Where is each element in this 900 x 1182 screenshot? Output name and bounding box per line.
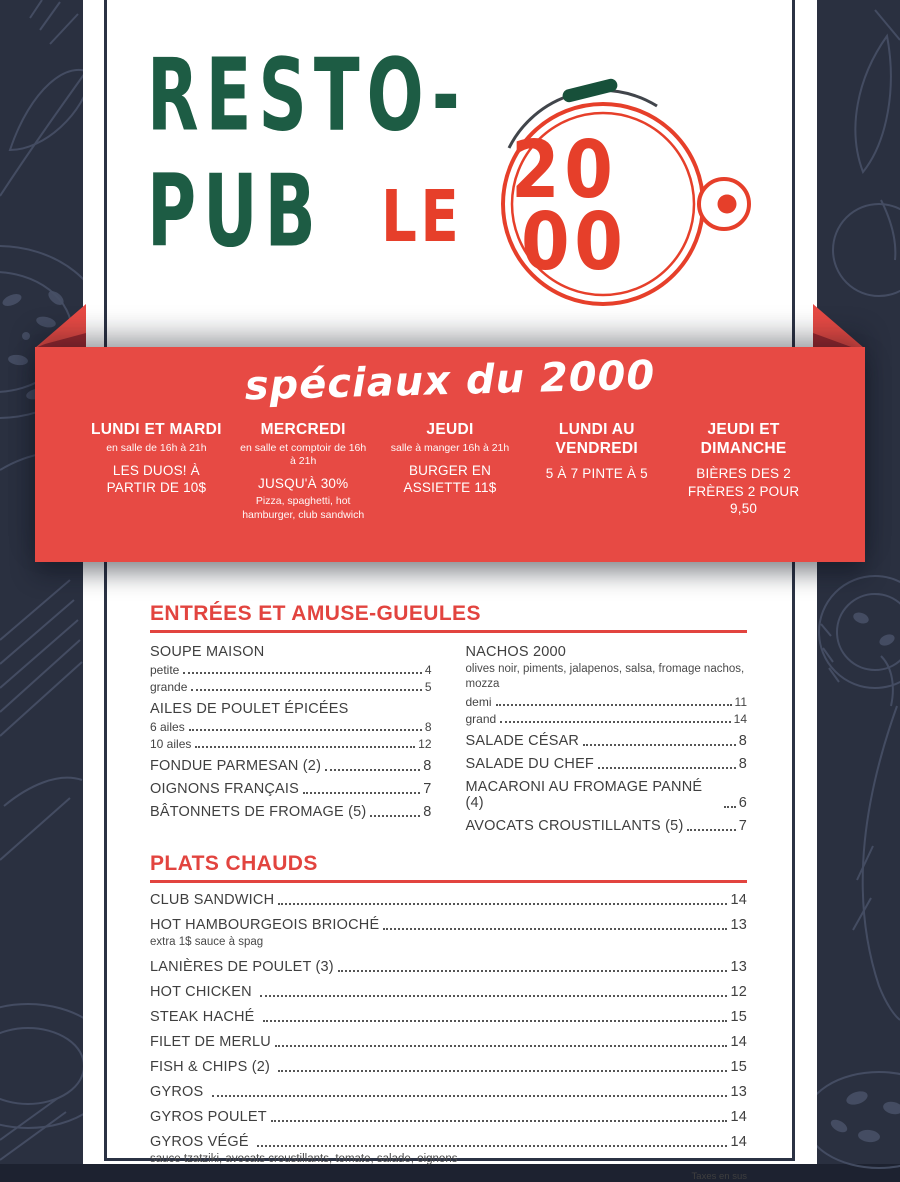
- menu-item-label: NACHOS 2000: [465, 644, 567, 660]
- special-column: [670, 421, 817, 522]
- specials-banner: [35, 347, 865, 562]
- menu-page: [83, 0, 817, 1182]
- dotted-leader: [724, 806, 736, 808]
- menu-item-label: grande: [150, 680, 188, 694]
- logo-pub-text: PUB: [147, 154, 323, 271]
- section-title-plats: PLATS CHAUDS: [150, 852, 747, 883]
- plats-list: [150, 892, 747, 1167]
- dotted-leader: [500, 721, 730, 723]
- menu-item: [150, 758, 432, 774]
- menu-item-label: AVOCATS CROUSTILLANTS (5): [465, 817, 684, 834]
- menu-item: [150, 1034, 747, 1050]
- menu-item-label: extra 1$ sauce à spag: [150, 935, 264, 948]
- menu-item-label: 10 ailes: [150, 737, 192, 751]
- menu-item-price: 15: [730, 1058, 747, 1075]
- menu-item: [466, 756, 748, 772]
- menu-item-price: 15: [730, 1008, 747, 1025]
- specials-columns: [83, 421, 817, 522]
- menu-item-price: 12: [418, 737, 432, 751]
- menu-item: [150, 720, 432, 734]
- dotted-leader: [325, 769, 420, 771]
- menu-item-label: SOUPE MAISON: [150, 644, 265, 660]
- menu-item-label: BÂTONNETS DE FROMAGE (5): [150, 804, 367, 820]
- menu-item-label: FISH & CHIPS (2): [150, 1058, 275, 1075]
- special-column: [83, 421, 230, 522]
- dotted-leader: [191, 689, 421, 691]
- entrees-left-column: [150, 637, 432, 834]
- dotted-leader: [383, 928, 727, 930]
- menu-item: [150, 1084, 747, 1100]
- logo-resto-text: RESTO-: [147, 38, 467, 155]
- menu-item-label: GYROS: [150, 1083, 208, 1100]
- dotted-leader: [278, 1070, 727, 1072]
- entrees-right-column: [466, 637, 748, 834]
- menu-item-price: 14: [730, 1108, 747, 1125]
- menu-item: [150, 935, 747, 950]
- menu-item: [150, 959, 747, 975]
- menu-item-price: 8: [423, 804, 432, 820]
- dotted-leader: [212, 1095, 728, 1097]
- special-offer: 5 À 7 PINTE À 5: [545, 466, 648, 482]
- special-hours: en salle de 16h à 21h: [106, 441, 207, 454]
- special-hours: salle à manger 16h à 21h: [390, 441, 510, 454]
- dotted-leader: [687, 829, 735, 831]
- dotted-leader: [271, 1120, 728, 1122]
- special-day-header: LUNDI ET MARDI: [91, 421, 222, 438]
- menu-item-price: 8: [424, 720, 432, 734]
- menu-item-price: 12: [730, 983, 747, 1000]
- food-doodles-right-icon: [817, 0, 900, 1164]
- dotted-leader: [195, 746, 415, 748]
- entrees-columns: [150, 637, 747, 834]
- menu-item: [466, 818, 748, 834]
- dotted-leader: [260, 995, 727, 997]
- logo-le-text: LE: [381, 175, 463, 259]
- menu-item: [150, 1059, 747, 1075]
- menu-item-label: OIGNONS FRANÇAIS: [150, 781, 300, 797]
- menu-item: [150, 1109, 747, 1125]
- special-column: [377, 421, 524, 522]
- menu-item-label: CLUB SANDWICH: [150, 891, 275, 908]
- menu-item-label: SALADE CÉSAR: [465, 732, 580, 749]
- menu-item-label: olives noir, piments, jalapenos, salsa, fromage nachos, mozza: [465, 663, 748, 690]
- dotted-leader: [338, 970, 728, 972]
- plats-chauds-section: [150, 852, 747, 1182]
- dotted-leader: [275, 1045, 727, 1047]
- special-offer: JUSQU'À 30%: [258, 475, 349, 491]
- menu-item: [150, 680, 432, 694]
- menu-item: [150, 1134, 747, 1150]
- dotted-leader: [278, 903, 727, 905]
- food-doodles-left-icon: [0, 0, 83, 1164]
- ribbon-fold-left: [35, 300, 87, 348]
- menu-item: [150, 984, 747, 1000]
- menu-item: [150, 892, 747, 908]
- menu-item: [150, 917, 747, 933]
- menu-item: [466, 733, 748, 749]
- menu-item-price: 7: [738, 817, 747, 834]
- dotted-leader: [183, 672, 421, 674]
- menu-item-price: 8: [738, 755, 747, 772]
- dotted-leader: [496, 704, 732, 706]
- special-column: [230, 421, 377, 522]
- dotted-leader: [303, 792, 420, 794]
- special-offer: LES DUOS! À PARTIR DE 10$: [106, 462, 207, 496]
- menu-item-label: petite: [150, 663, 180, 677]
- menu-item: [466, 644, 748, 660]
- menu-item-price: 14: [730, 891, 747, 908]
- menu-item-label: HOT HAMBOURGEOIS BRIOCHÉ: [150, 916, 380, 933]
- menu-item: [150, 737, 432, 751]
- menu-item-label: SALADE DU CHEF: [465, 755, 594, 772]
- menu-item-label: FONDUE PARMESAN (2): [150, 758, 322, 774]
- menu-item: [466, 779, 748, 811]
- dotted-leader: [189, 729, 422, 731]
- menu-item-label: MACARONI AU FROMAGE PANNÉ (4): [465, 778, 707, 811]
- menu-item: [150, 1152, 747, 1167]
- dotted-leader: [263, 1020, 728, 1022]
- menu-item: [150, 1009, 747, 1025]
- menu-content: [150, 602, 747, 1182]
- menu-item: [466, 662, 748, 692]
- menu-item-label: sauce tzatziki, avocats croustillants, tomate, salade, oignons: [150, 1152, 458, 1165]
- menu-item: [466, 712, 748, 726]
- special-offer: BURGER EN ASSIETTE 11$: [403, 462, 497, 496]
- menu-item-label: GYROS VÉGÉ: [150, 1133, 253, 1150]
- menu-item-price: 11: [734, 694, 747, 709]
- logo-2000-bottom: 00: [521, 194, 628, 288]
- specials-title: spéciaux du 2000: [244, 352, 656, 410]
- menu-item: [150, 644, 432, 660]
- dotted-leader: [370, 815, 420, 817]
- menu-item-label: FILET DE MERLU: [150, 1033, 271, 1050]
- menu-item-label: 6 ailes: [150, 720, 185, 734]
- special-day-header: JEUDI: [426, 421, 474, 438]
- menu-item: [150, 701, 432, 717]
- menu-item-price: 6: [738, 794, 747, 811]
- menu-item-label: HOT CHICKEN: [150, 983, 257, 1000]
- special-day-header: JEUDI ET DIMANCHE: [700, 421, 787, 457]
- menu-item-price: 13: [730, 916, 747, 933]
- special-day-header: MERCREDI: [260, 421, 346, 438]
- ribbon-fold-right: [812, 300, 865, 348]
- special-column: [523, 421, 670, 522]
- menu-item-price: 13: [730, 958, 747, 975]
- menu-item: [150, 781, 432, 797]
- menu-item-label: GYROS POULET: [150, 1108, 267, 1125]
- menu-item-price: 14: [730, 1133, 747, 1150]
- dotted-leader: [598, 767, 736, 769]
- special-day-header: LUNDI AU VENDREDI: [555, 421, 639, 457]
- special-hours: en salle et comptoir de 16h à 21h: [240, 441, 367, 467]
- menu-item-price: 5: [424, 680, 432, 694]
- menu-item: [150, 804, 432, 820]
- menu-item-price: 4: [424, 663, 432, 677]
- menu-item-label: STEAK HACHÉ: [150, 1008, 259, 1025]
- menu-item-label: LANIÈRES DE POULET (3): [150, 958, 334, 975]
- menu-item-price: 14: [733, 711, 747, 726]
- dotted-leader: [583, 744, 736, 746]
- menu-item-label: AILES DE POULET ÉPICÉES: [150, 701, 349, 717]
- menu-item: [150, 663, 432, 677]
- logo-2000-top: 20: [511, 122, 618, 216]
- logo: [83, 0, 817, 330]
- special-note: Pizza, spaghetti, hot hamburger, club sandwich: [242, 495, 365, 521]
- menu-item-price: 8: [423, 758, 432, 774]
- menu-item: [466, 695, 748, 709]
- taxes-footnote: Taxes en sus: [691, 1170, 747, 1182]
- section-title-entrees: ENTRÉES ET AMUSE-GUEULES: [150, 602, 747, 633]
- menu-item-price: 7: [423, 781, 432, 797]
- menu-item-price: 13: [730, 1083, 747, 1100]
- dotted-leader: [257, 1145, 728, 1147]
- menu-item-label: grand: [465, 711, 497, 726]
- menu-item-price: 8: [738, 732, 747, 749]
- menu-item-price: 14: [730, 1033, 747, 1050]
- special-offer: BIÈRES DES 2 FRÈRES 2 POUR 9,50: [687, 466, 800, 517]
- menu-item-label: demi: [465, 694, 492, 709]
